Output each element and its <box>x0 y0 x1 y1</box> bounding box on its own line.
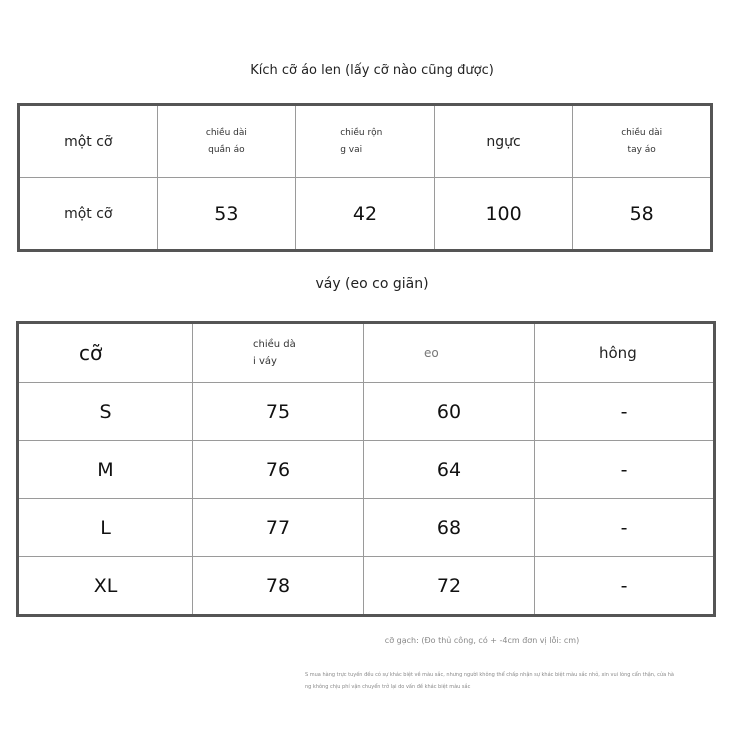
skirt-size-table <box>16 321 716 617</box>
header-sleeve-line2: tay áo <box>627 144 656 155</box>
cell-waist: 72 <box>364 557 535 616</box>
cell-waist: 60 <box>364 383 535 441</box>
color-disclaimer <box>305 669 743 693</box>
header-sleeve-line1: chiều dài <box>621 127 663 138</box>
table-row <box>18 441 715 499</box>
header-length-line2: i váy <box>253 356 277 367</box>
table-row <box>18 557 715 616</box>
header-hip: hông <box>535 323 715 383</box>
color-disclaimer-line1: S mua hàng trực tuyến đều có sự khác biệt về màu sắc, nhưng người không thể chấp nhận sự khác biệt màu sắc nhỏ, xin vui lòng cẩn thận, cửa hà <box>305 672 674 678</box>
header-shoulder-line1: chiều rộn <box>340 127 383 138</box>
table-row <box>19 178 712 251</box>
header-shoulder <box>296 105 435 178</box>
table-row <box>18 383 715 441</box>
sweater-size-table <box>17 103 713 252</box>
cell-waist: 64 <box>364 441 535 499</box>
table-row <box>18 499 715 557</box>
cell-hip: - <box>535 557 715 616</box>
header-length-line2: quần áo <box>208 144 245 155</box>
header-length-line1: chiều dài <box>205 127 247 138</box>
skirt-size-title: váy (eo co giãn) <box>315 276 429 292</box>
cell-length: 75 <box>193 383 364 441</box>
cell-sleeve: 58 <box>573 178 712 251</box>
cell-hip: - <box>535 499 715 557</box>
cell-size: L <box>18 499 193 557</box>
header-length <box>157 105 296 178</box>
cell-hip: - <box>535 383 715 441</box>
header-sleeve <box>573 105 712 178</box>
table-header-row <box>18 323 715 383</box>
header-size: một cỡ <box>19 105 158 178</box>
cell-length: 76 <box>193 441 364 499</box>
color-disclaimer-line2: ng không chịu phí vận chuyển trở lại do vấn đề khác biệt màu sắc <box>305 684 471 690</box>
header-chest: ngực <box>434 105 573 178</box>
header-size: cỡ <box>18 323 193 383</box>
cell-shoulder: 42 <box>296 178 435 251</box>
cell-hip: - <box>535 441 715 499</box>
cell-length: 53 <box>157 178 296 251</box>
cell-size: M <box>18 441 193 499</box>
header-waist: eo <box>364 323 535 383</box>
cell-length: 78 <box>193 557 364 616</box>
table-header-row <box>19 105 712 178</box>
header-length-line1: chiều dà <box>253 339 296 350</box>
cell-chest: 100 <box>434 178 573 251</box>
cell-length: 77 <box>193 499 364 557</box>
cell-size: XL <box>18 557 193 616</box>
cell-size: một cỡ <box>19 178 158 251</box>
cell-waist: 68 <box>364 499 535 557</box>
measurement-note: cỡ gạch: (Đo thủ công, có + -4cm đơn vị lỗi: cm) <box>384 636 580 645</box>
cell-size: S <box>18 383 193 441</box>
sweater-size-title: Kích cỡ áo len (lấy cỡ nào cũng được) <box>250 63 494 78</box>
header-length <box>193 323 364 383</box>
header-shoulder-line2: g vai <box>340 144 363 155</box>
